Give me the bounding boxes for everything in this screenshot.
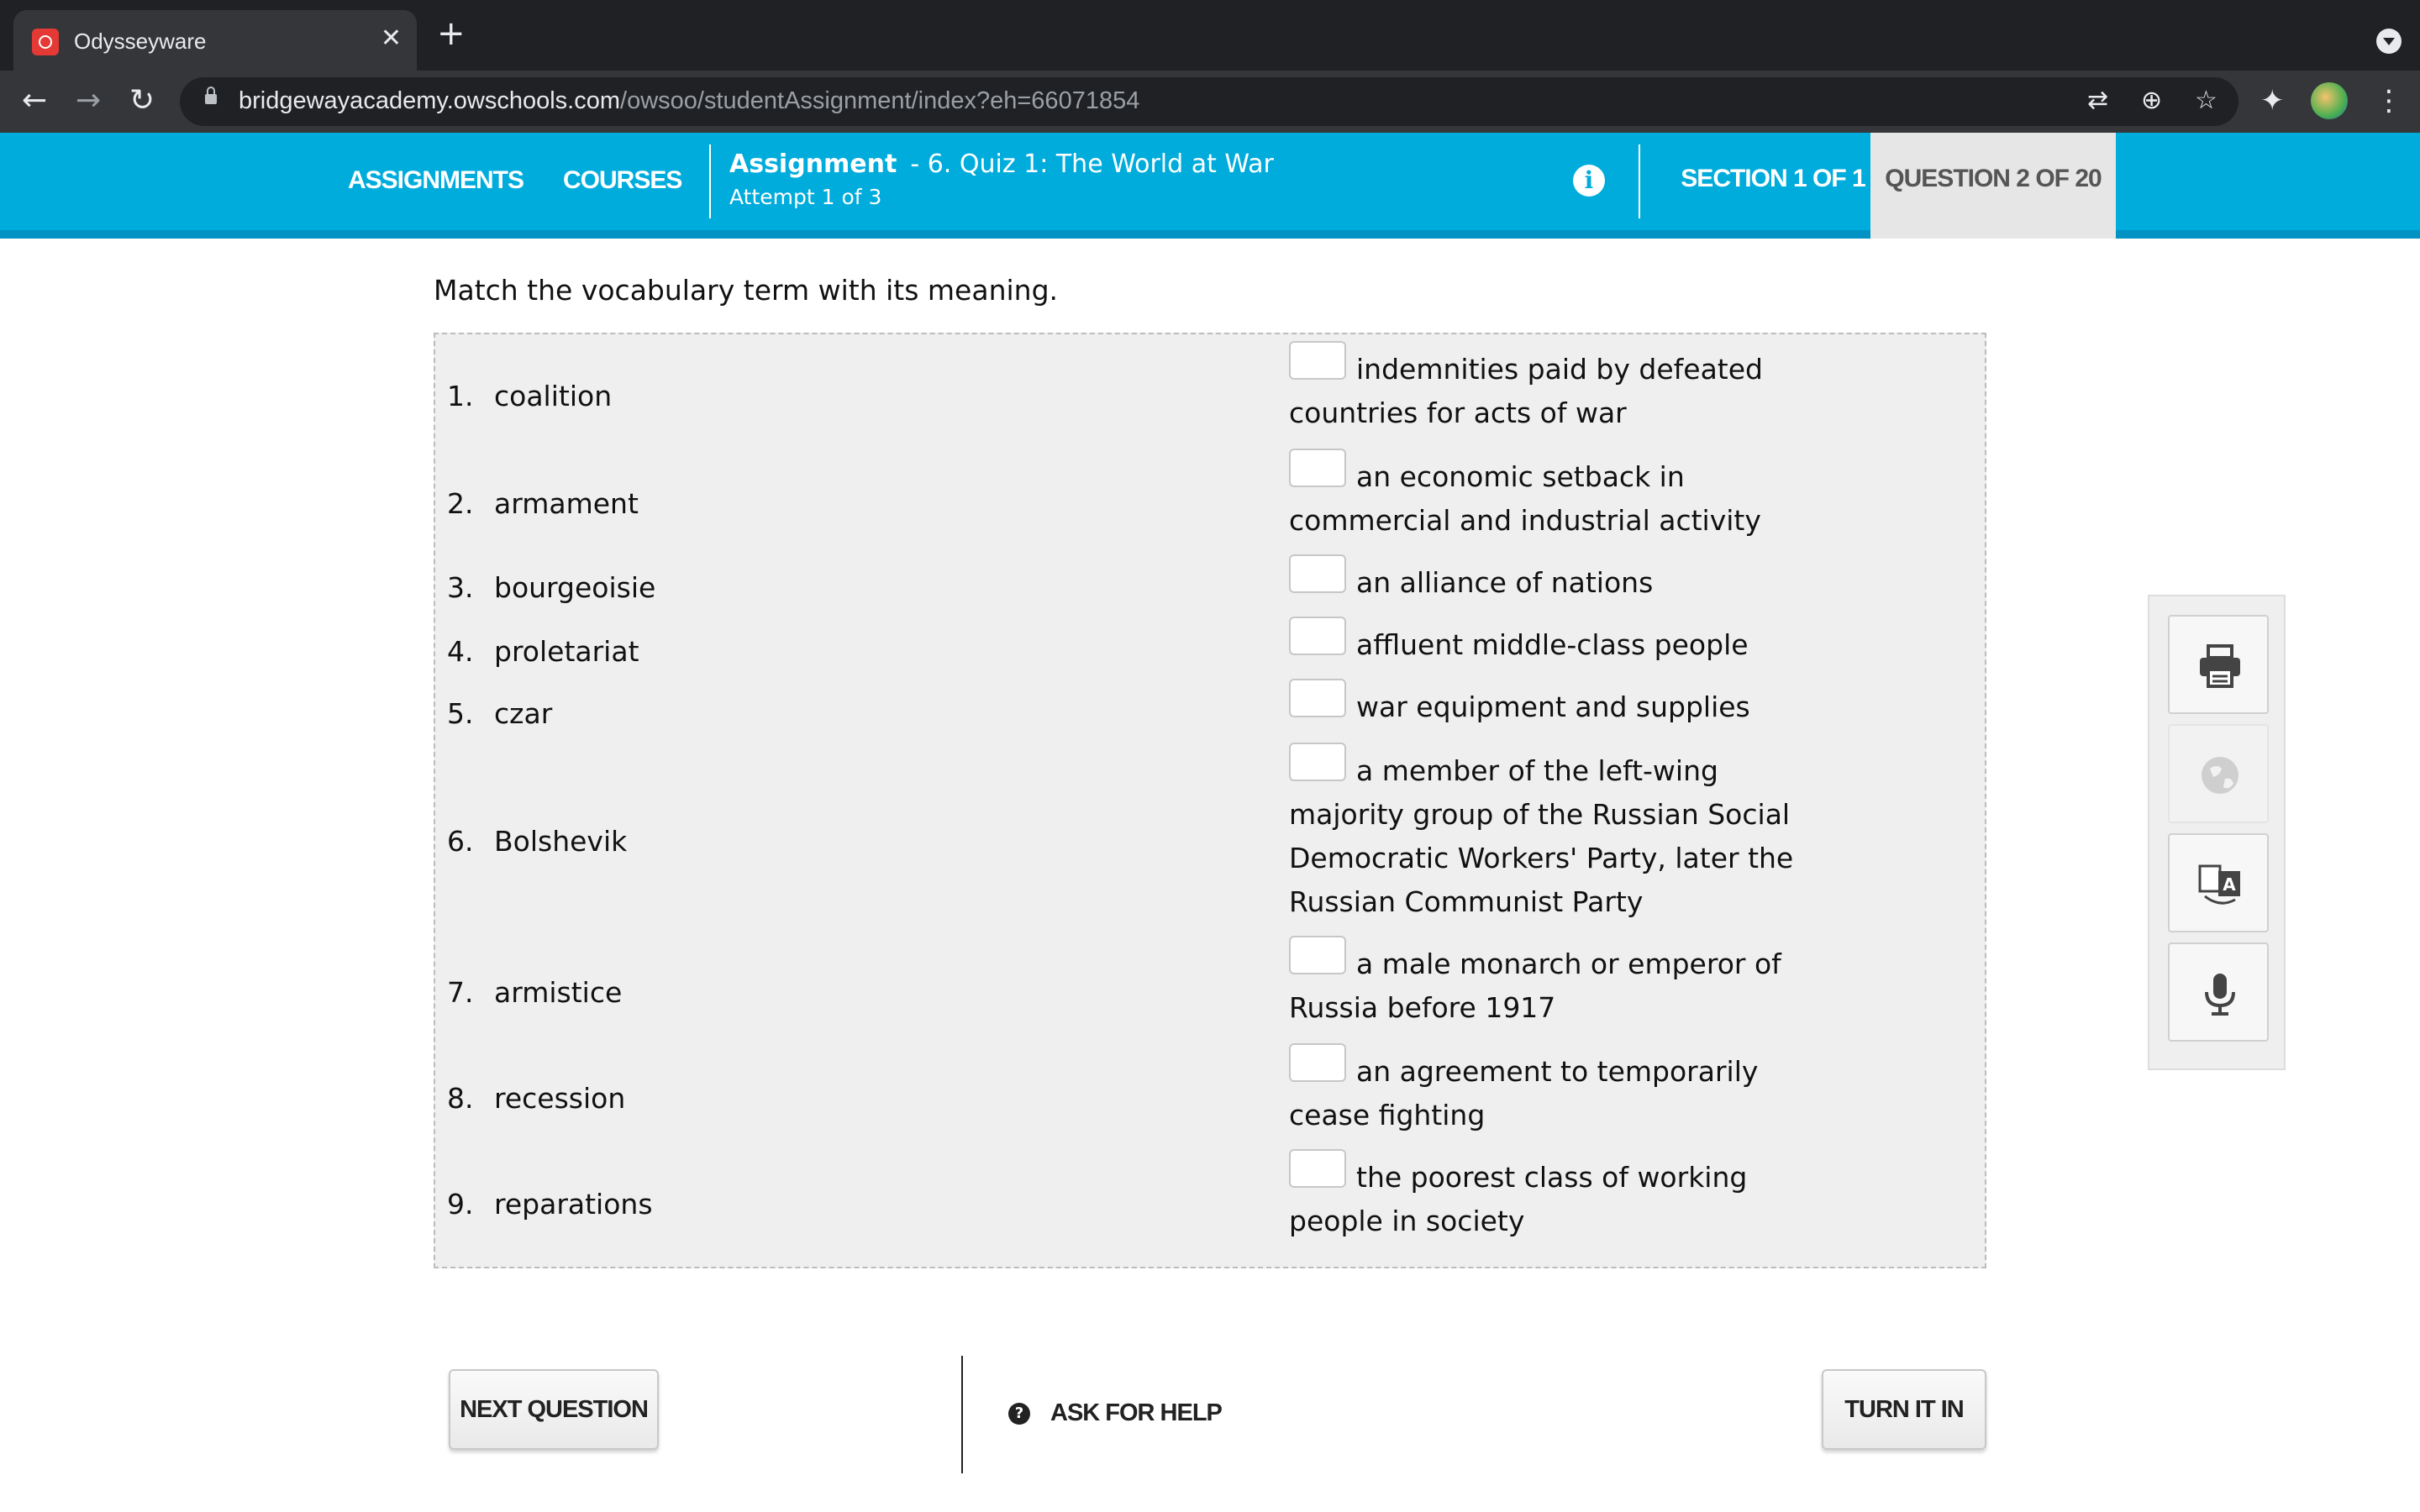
matching-area: [434, 333, 1986, 1268]
term-number: 2.: [447, 487, 474, 520]
tab-close-icon[interactable]: ✕: [380, 24, 402, 53]
definition-item: [1289, 561, 1827, 605]
definition-text: an agreement to temporarily cease fighting: [1289, 1055, 1759, 1131]
answer-input[interactable]: [1289, 341, 1346, 380]
term-number: 4.: [447, 635, 474, 668]
print-button[interactable]: [2168, 615, 2269, 714]
new-tab-button[interactable]: +: [437, 14, 466, 53]
back-arrow-icon[interactable]: ←: [22, 83, 48, 118]
term-item: [447, 1082, 625, 1115]
question-counter: QUESTION 2 OF 20: [1885, 165, 2102, 192]
term-item: [447, 635, 639, 668]
tab-title: Odysseyware: [74, 29, 207, 54]
term-text: armistice: [494, 976, 623, 1009]
term-item: [447, 1188, 653, 1221]
answer-input[interactable]: [1289, 743, 1346, 781]
term-number: 1.: [447, 380, 474, 412]
globe-button[interactable]: [2168, 724, 2269, 823]
term-item: [447, 697, 552, 730]
url-text[interactable]: [239, 87, 1139, 115]
assignment-title: [729, 150, 1274, 179]
question-circle-icon[interactable]: ?: [1008, 1403, 1030, 1425]
definition-item: [1289, 942, 1827, 1030]
header-divider: [709, 144, 711, 218]
definition-text: a member of the left-wing majority group of the Russian Social Democratic Workers' Party, later the Russian Communist Party: [1289, 754, 1794, 918]
app-header: [0, 133, 2420, 239]
browser-tab[interactable]: [13, 10, 417, 71]
odysseyware-favicon-icon: [32, 29, 59, 55]
answer-input[interactable]: [1289, 1149, 1346, 1188]
svg-text:A: A: [2223, 874, 2236, 895]
ask-for-help-link[interactable]: ASK FOR HELP: [1050, 1399, 1222, 1426]
definition-item: [1289, 348, 1827, 435]
term-text: Bolshevik: [494, 825, 628, 858]
lock-icon: [205, 94, 217, 104]
term-number: 6.: [447, 825, 474, 858]
term-item: [447, 976, 622, 1009]
definition-item: [1289, 749, 1827, 924]
forward-arrow-icon[interactable]: →: [76, 83, 102, 118]
term-number: 5.: [447, 697, 474, 730]
answer-input[interactable]: [1289, 936, 1346, 974]
microphone-button[interactable]: [2168, 942, 2269, 1042]
term-number: 8.: [447, 1082, 474, 1115]
term-number: 9.: [447, 1188, 474, 1221]
term-number: 7.: [447, 976, 474, 1009]
footer-divider: [961, 1356, 963, 1473]
profile-avatar[interactable]: [2311, 82, 2348, 119]
question-indicator[interactable]: [1870, 133, 2116, 239]
definition-text: indemnities paid by defeated countries for acts of war: [1289, 353, 1763, 429]
definition-text: an economic setback in commercial and industrial activity: [1289, 460, 1761, 537]
term-text: reparations: [494, 1188, 653, 1221]
answer-input[interactable]: [1289, 679, 1346, 717]
turn-it-in-button[interactable]: TURN IT IN: [1822, 1369, 1986, 1450]
definition-text: war equipment and supplies: [1356, 690, 1750, 723]
translate-page-icon[interactable]: ⇄: [2087, 86, 2109, 115]
browser-menu-icon[interactable]: ⋮: [2375, 84, 2403, 118]
translate-button[interactable]: [2168, 833, 2269, 932]
term-text: czar: [494, 697, 553, 730]
answer-input[interactable]: [1289, 1043, 1346, 1082]
assignment-label: Assignment: [729, 150, 897, 179]
tab-search-icon[interactable]: [2376, 29, 2402, 54]
term-item: [447, 825, 627, 858]
term-text: armament: [494, 487, 639, 520]
globe-icon: [2195, 750, 2245, 801]
address-bar[interactable]: [180, 77, 2238, 126]
definition-text: the poorest class of working people in society: [1289, 1161, 1748, 1237]
section-indicator[interactable]: SECTION 1 OF 1: [1681, 165, 1865, 192]
url-host: bridgewayacademy.owschools.com: [239, 87, 621, 114]
translate-icon: [2195, 859, 2245, 910]
term-item: [447, 487, 639, 520]
term-text: proletariat: [494, 635, 639, 668]
term-text: bourgeoisie: [494, 571, 656, 604]
term-text: recession: [494, 1082, 626, 1115]
definition-item: [1289, 623, 1827, 667]
term-item: [447, 571, 655, 604]
zoom-icon[interactable]: ⊕: [2141, 86, 2163, 115]
question-instruction: Match the vocabulary term with its meaning.: [434, 274, 1059, 307]
term-text: coalition: [494, 380, 613, 412]
next-question-button[interactable]: NEXT QUESTION: [449, 1369, 659, 1450]
answer-input[interactable]: [1289, 554, 1346, 593]
tools-panel: [2148, 595, 2286, 1070]
definition-item: [1289, 1156, 1827, 1243]
term-number: 3.: [447, 571, 474, 604]
browser-toolbar: [0, 71, 2420, 133]
definition-text: a male monarch or emperor of Russia before 1917: [1289, 948, 1781, 1024]
definition-text: an alliance of nations: [1356, 566, 1654, 599]
extensions-puzzle-icon[interactable]: ✦: [2260, 84, 2285, 118]
nav-courses[interactable]: COURSES: [563, 166, 682, 194]
url-path: /owsoo/studentAssignment/index?eh=66071854: [620, 87, 1140, 114]
definition-item: [1289, 455, 1827, 543]
reload-icon[interactable]: ↻: [129, 83, 155, 118]
answer-input[interactable]: [1289, 449, 1346, 487]
definition-text: affluent middle-class people: [1356, 628, 1749, 661]
header-divider: [1639, 144, 1640, 218]
printer-icon: [2195, 641, 2245, 691]
info-icon[interactable]: i: [1573, 165, 1605, 197]
nav-assignments[interactable]: ASSIGNMENTS: [348, 166, 524, 194]
definition-item: [1289, 1050, 1827, 1137]
assignment-name: - 6. Quiz 1: The World at War: [910, 150, 1274, 179]
bookmark-star-icon[interactable]: ☆: [2195, 86, 2217, 115]
term-item: [447, 380, 612, 412]
microphone-icon: [2195, 969, 2245, 1019]
attempt-counter: Attempt 1 of 3: [729, 185, 882, 209]
answer-input[interactable]: [1289, 617, 1346, 655]
definition-item: [1289, 685, 1827, 729]
browser-tabstrip: [0, 0, 2420, 71]
